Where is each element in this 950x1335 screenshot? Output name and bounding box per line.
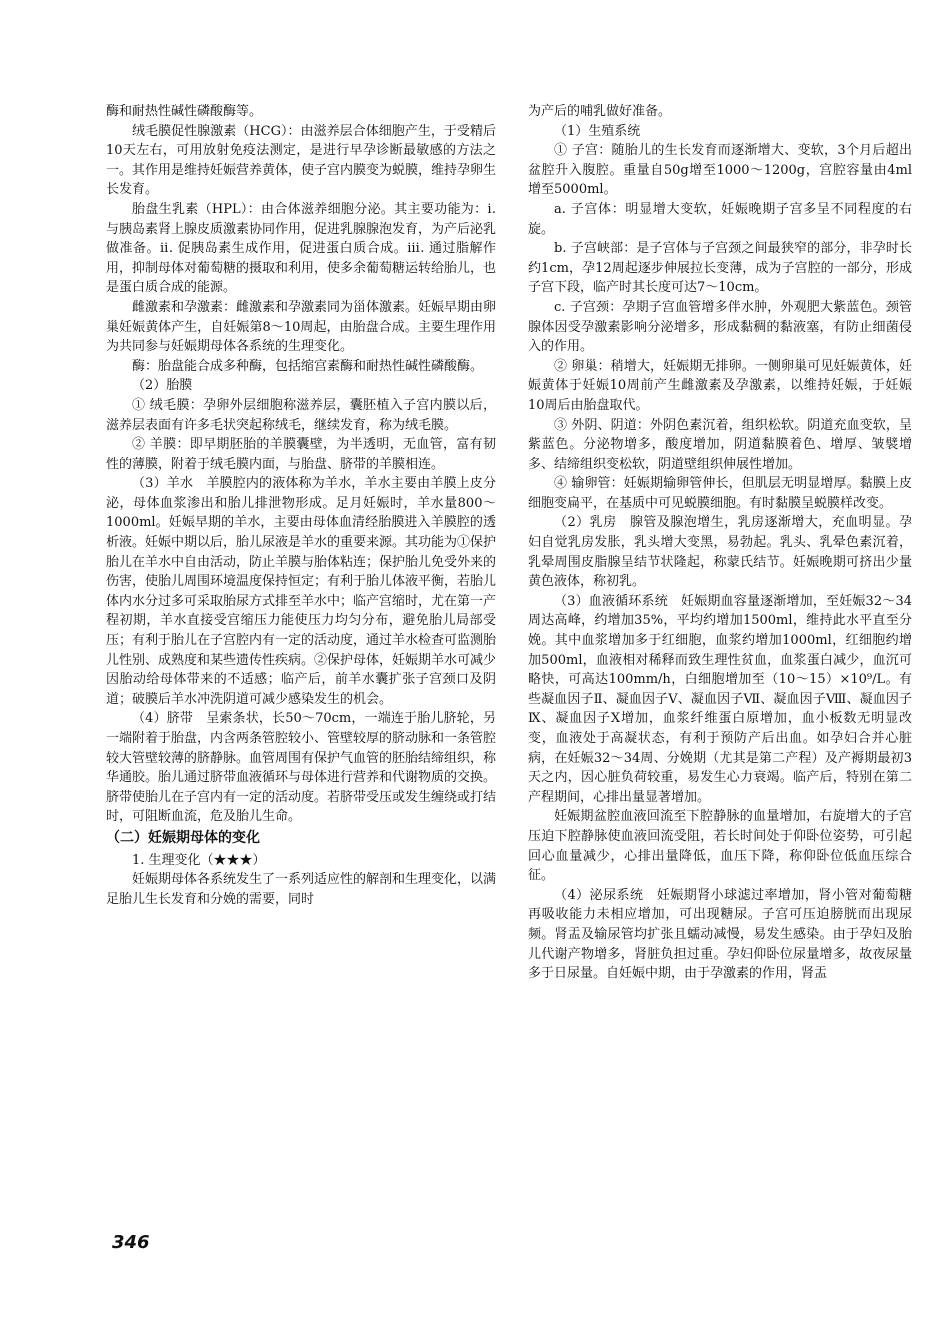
paragraph-reproductive-system-heading: （1）生殖系统 (554, 123, 641, 139)
section-heading: （二）妊娠期母体的变化 (106, 829, 260, 846)
paragraph-estrogen-progesterone: 雌激素和孕激素：雌激素和孕激素同为甾体激素。妊娠早期由卵巢妊娠黄体产生，自妊娠第8～10周起，由胎盘合成。主要生理作用为共同参与妊娠期母体各系统的生理变化。 (106, 299, 497, 355)
paragraph-uterus: ① 子宫：随胎儿的生长发育而逐渐增大、变软，3个月后超出盆腔升入腹腔。重量自50g增至1000～1200g，宫腔容量由4ml增至5000ml。 (528, 143, 912, 198)
paragraph-chorion: ① 绒毛膜：孕卵外层细胞称滋养层，囊胚植入子宫内膜以后，滋养层表面有许多毛状突起称绒毛，继续发育，称为绒毛膜。 (106, 397, 496, 433)
subsection-heading: 1. 生理变化（★★★） (132, 852, 266, 868)
paragraph: 为产后的哺乳做好准备。 (528, 104, 672, 119)
left-column (106, 102, 496, 909)
paragraph-breast: （2）乳房 腺管及腺泡增生，乳房逐渐增大，充血明显。孕妇自觉乳房发胀，乳头增大变黑，易勃起。乳头、乳晕色素沉着，乳晕周围皮脂腺呈结节状隆起，称蒙氏结节。妊娠晚期可挤出少量黄色液体，称初乳。 (528, 515, 912, 590)
paragraph-uterine-isthmus: b. 子宫峡部：是子宫体与子宫颈之间最狭窄的部分，非孕时长约1cm，孕12周起逐步伸展拉长变薄，成为子宫腔的一部分，形成子宫下段，临产时其长度可达7～10cm。 (528, 241, 912, 296)
paragraph-enzymes: 酶：胎盘能合成多种酶，包括缩宫素酶和耐热性碱性磷酸酶。 (132, 358, 484, 374)
paragraph-hcg: 绒毛膜促性腺激素（HCG）：由滋养层合体细胞产生，于受精后10天左右，可用放射免疫法测定，是进行早孕诊断最敏感的方法之一。其作用是维持妊娠营养黄体，使子宫内膜变为蜕膜，维持孕卵生长发育。 (106, 123, 497, 198)
paragraph-fetal-membranes-heading: （2）胎膜 (132, 378, 193, 394)
paragraph-uterine-body: a. 子宫体：明显增大变软，妊娠晚期子宫多呈不同程度的右旋。 (528, 201, 912, 237)
paragraph-ovary: ② 卵巢：稍增大，妊娠期无排卵。一侧卵巢可见妊娠黄体，妊娠黄体于妊娠10周前产生雌激素及孕激素，以维持妊娠，于妊娠10周后由胎盘取代。 (528, 358, 912, 413)
paragraph: 酶和耐热性碱性磷酸酶等。 (106, 104, 263, 119)
paragraph-urinary-system: （4）泌尿系统 妊娠期肾小球滤过率增加，肾小管对葡萄糖再吸收能力未相应增加，可出现糖尿。子宫可压迫膀胱而出现尿频。肾盂及输尿管均扩张且蠕动减慢，易发生感染。由于孕妇及胎儿代谢产物增多，肾脏负担过重。孕妇仰卧位尿量增多，故夜尿量多于日尿量。自妊娠中期，由于孕激素的作用，肾盂 (528, 887, 912, 982)
paragraph-amniotic-fluid: （3）羊水 羊膜腔内的液体称为羊水，羊水主要由羊膜上皮分泌，母体血浆渗出和胎儿排泄物形成。足月妊娠时，羊水量800～1000ml。妊娠早期的羊水，主要由母体血清经胎膜进入羊膜腔的透析液。妊娠中期以后，胎儿尿液是羊水的重要来源。其功能为①保护胎儿在羊水中自由活动，防止羊膜与胎体粘连；保护胎儿免受外来的伤害，使胎儿周围环境温度保持恒定；有利于胎儿体液平衡，若胎儿体内水分过多可采取胎尿方式排至羊水中；临产宫缩时，尤在第一产程初期，羊水直接受宫缩压力能使压力均匀分布，避免胎儿局部受压；有利于胎儿在子宫腔内有一定的活动度，通过羊水检查可监测胎儿性别、成熟度和某些遗传性疾病。②保护母体，妊娠期羊水可减少因胎动给母体带来的不适感；临产后，前羊水囊扩张子宫颈口及阴道；破膜后羊水冲洗阴道可减少感染发生的机会。 (106, 476, 497, 707)
paragraph-fallopian-tube: ④ 输卵管：妊娠期输卵管伸长，但肌层无明显增厚。黏膜上皮细胞变扁平，在基质中可见蜕膜细胞。有时黏膜呈蜕膜样改变。 (528, 476, 912, 511)
right-column (528, 102, 912, 984)
page-number: 346 (112, 1232, 150, 1253)
paragraph-cervix: c. 子宫颈：孕期子宫血管增多伴水肿，外观肥大紫蓝色。颈管腺体因受孕激素影响分泌增多，形成黏稠的黏液塞，有防止细菌侵入的作用。 (528, 299, 912, 355)
paragraph-vulva-vagina: ③ 外阴、阴道：外阴色素沉着，组织松软。阴道充血变软，呈紫蓝色。分泌物增多，酸度增加，阴道黏膜着色、增厚、皱襞增多、结缔组织变松软，阴道壁组织伸展性增加。 (528, 417, 912, 472)
paragraph-maternal-changes-intro: 妊娠期母体各系统发生了一系列适应性的解剖和生理变化，以满足胎儿生长发育和分娩的需要，同时 (106, 872, 497, 907)
paragraph-supine-hypotension: 妊娠期盆腔血液回流至下腔静脉的血量增加，右旋增大的子宫压迫下腔静脉使血液回流受阻，若长时间处于仰卧位姿势，可引起回心血量减少，心排出量降低，血压下降，称仰卧位低血压综合征。 (528, 809, 912, 884)
paragraph-amnion: ② 羊膜：即早期胚胎的羊膜囊壁，为半透明，无血管，富有韧性的薄膜，附着于绒毛膜内面，与胎盘、脐带的羊膜相连。 (106, 437, 496, 472)
paragraph-hpl: 胎盘生乳素（HPL）：由合体滋养细胞分泌。其主要功能为：ⅰ. 与胰岛素肾上腺皮质激素协同作用，促进乳腺腺泡发育，为产后泌乳做准备。ⅱ. 促胰岛素生成作用，促进蛋白质合成。ⅲ. 通过脂解作用，抑制母体对葡萄糖的摄取和利用，使多余葡萄糖运转给胎儿，也是蛋白质合成的能源。 (106, 201, 497, 296)
paragraph-umbilical-cord: （4）脐带 呈索条状，长50～70cm，一端连于胎儿脐轮，另一端附着于胎盘，内含两条管腔较小、管壁较厚的脐动脉和一条管腔较大管壁较薄的脐静脉。血管周围有保护气血管的胚胎结缔组织，称华通胶。胎儿通过脐带血液循环与母体进行营养和代谢物质的交换。脐带使胎儿在子宫内有一定的活动度。若脐带受压或发生缠绕或打结时，可阻断血流，危及胎儿生命。 (106, 711, 497, 825)
paragraph-circulatory-system: （3）血液循环系统 妊娠期血容量逐渐增加，至妊娠32～34周达高峰，约增加35%，平均约增加1500ml，维持此水平直至分娩。其中血浆增加多于红细胞，血浆约增加1000ml，红细胞约增加500ml，血液相对稀释而致生理性贫血，血浆蛋白减少，血沉可略快，可高达100mm/h，白细胞增加至（10～15）×10⁹/L。有些凝血因子Ⅱ、凝血因子Ⅴ、凝血因子Ⅶ、凝血因子Ⅷ、凝血因子Ⅸ、凝血因子Ⅹ增加，血浆纤维蛋白原增加，血小板数无明显改变，血液处于高凝状态，有利于预防产后出血。如孕妇合并心脏病，在妊娠32～34周、分娩期（尤其是第二产程）及产褥期最初3天之内，因心脏负荷较重，易发生心力衰竭。临产后，特别在第二产程期间，心排出量显著增加。 (528, 593, 912, 805)
